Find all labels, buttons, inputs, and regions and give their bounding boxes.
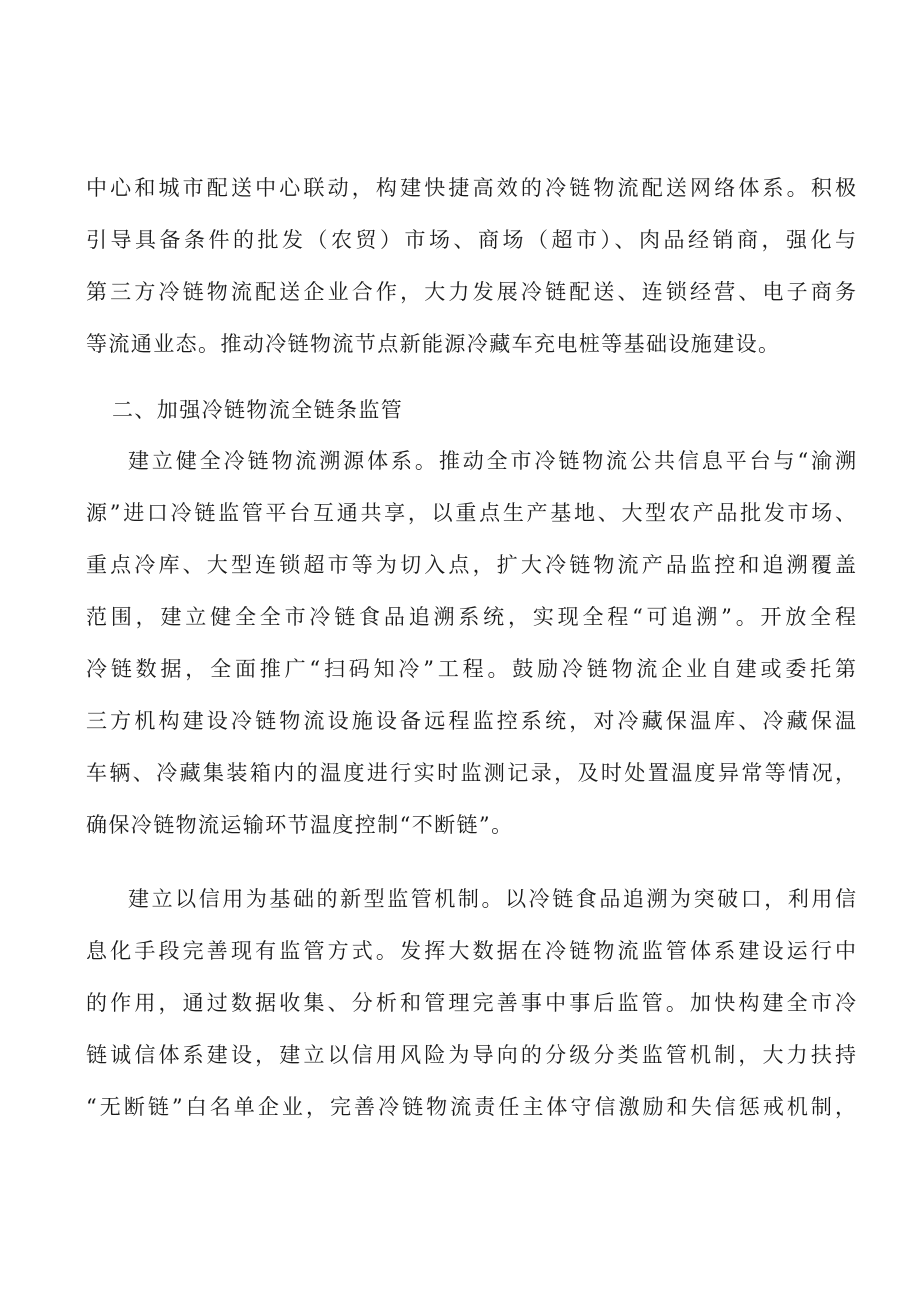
paragraph-line: 源”进口冷链监管平台互通共享，以重点生产基地、大型农产品批发市场、: [86, 501, 856, 525]
paragraph-line: 确保冷链物流运输环节温度控制“不断链”。: [86, 813, 514, 837]
paragraph-line: 建立以信用为基础的新型监管机制。以冷链食品追溯为突破口，利用信: [128, 887, 856, 911]
paragraph-line: 建立健全冷链物流溯源体系。推动全市冷链物流公共信息平台与“渝溯: [128, 449, 856, 473]
paragraph-line: 的作用，通过数据收集、分析和管理完善事中事后监管。加快构建全市冷: [86, 991, 856, 1015]
paragraph-line: 第三方冷链物流配送企业合作，大力发展冷链配送、连锁经营、电子商务: [86, 280, 856, 304]
paragraph-line: 链诚信体系建设，建立以信用风险为导向的分级分类监管机制，大力扶持: [86, 1043, 856, 1067]
paragraph-line: 中心和城市配送中心联动，构建快捷高效的冷链物流配送网络体系。积极: [86, 176, 856, 200]
paragraph-line: 重点冷库、大型连锁超市等为切入点，扩大冷链物流产品监控和追溯覆盖: [86, 553, 856, 577]
paragraph-line: 引导具备条件的批发（农贸）市场、商场（超市）、肉品经销商，强化与: [86, 228, 856, 252]
paragraph-line: 冷链数据，全面推广“扫码知冷”工程。鼓励冷链物流企业自建或委托第: [86, 657, 856, 681]
paragraph-line: 范围，建立健全全市冷链食品追溯系统，实现全程“可追溯”。开放全程: [86, 605, 856, 629]
paragraph-line: 三方机构建设冷链物流设施设备远程监控系统，对冷藏保温库、冷藏保温: [86, 709, 856, 733]
paragraph-line: 车辆、冷藏集装箱内的温度进行实时监测记录，及时处置温度异常等情况，: [86, 761, 856, 785]
paragraph-line: 等流通业态。推动冷链物流节点新能源冷藏车充电桩等基础设施建设。: [86, 332, 781, 356]
section-heading: 二、加强冷链物流全链条监管: [112, 398, 404, 422]
paragraph-line: “无断链”白名单企业，完善冷链物流责任主体守信激励和失信惩戒机制，: [86, 1095, 856, 1119]
paragraph-line: 息化手段完善现有监管方式。发挥大数据在冷链物流监管体系建设运行中: [86, 939, 856, 963]
